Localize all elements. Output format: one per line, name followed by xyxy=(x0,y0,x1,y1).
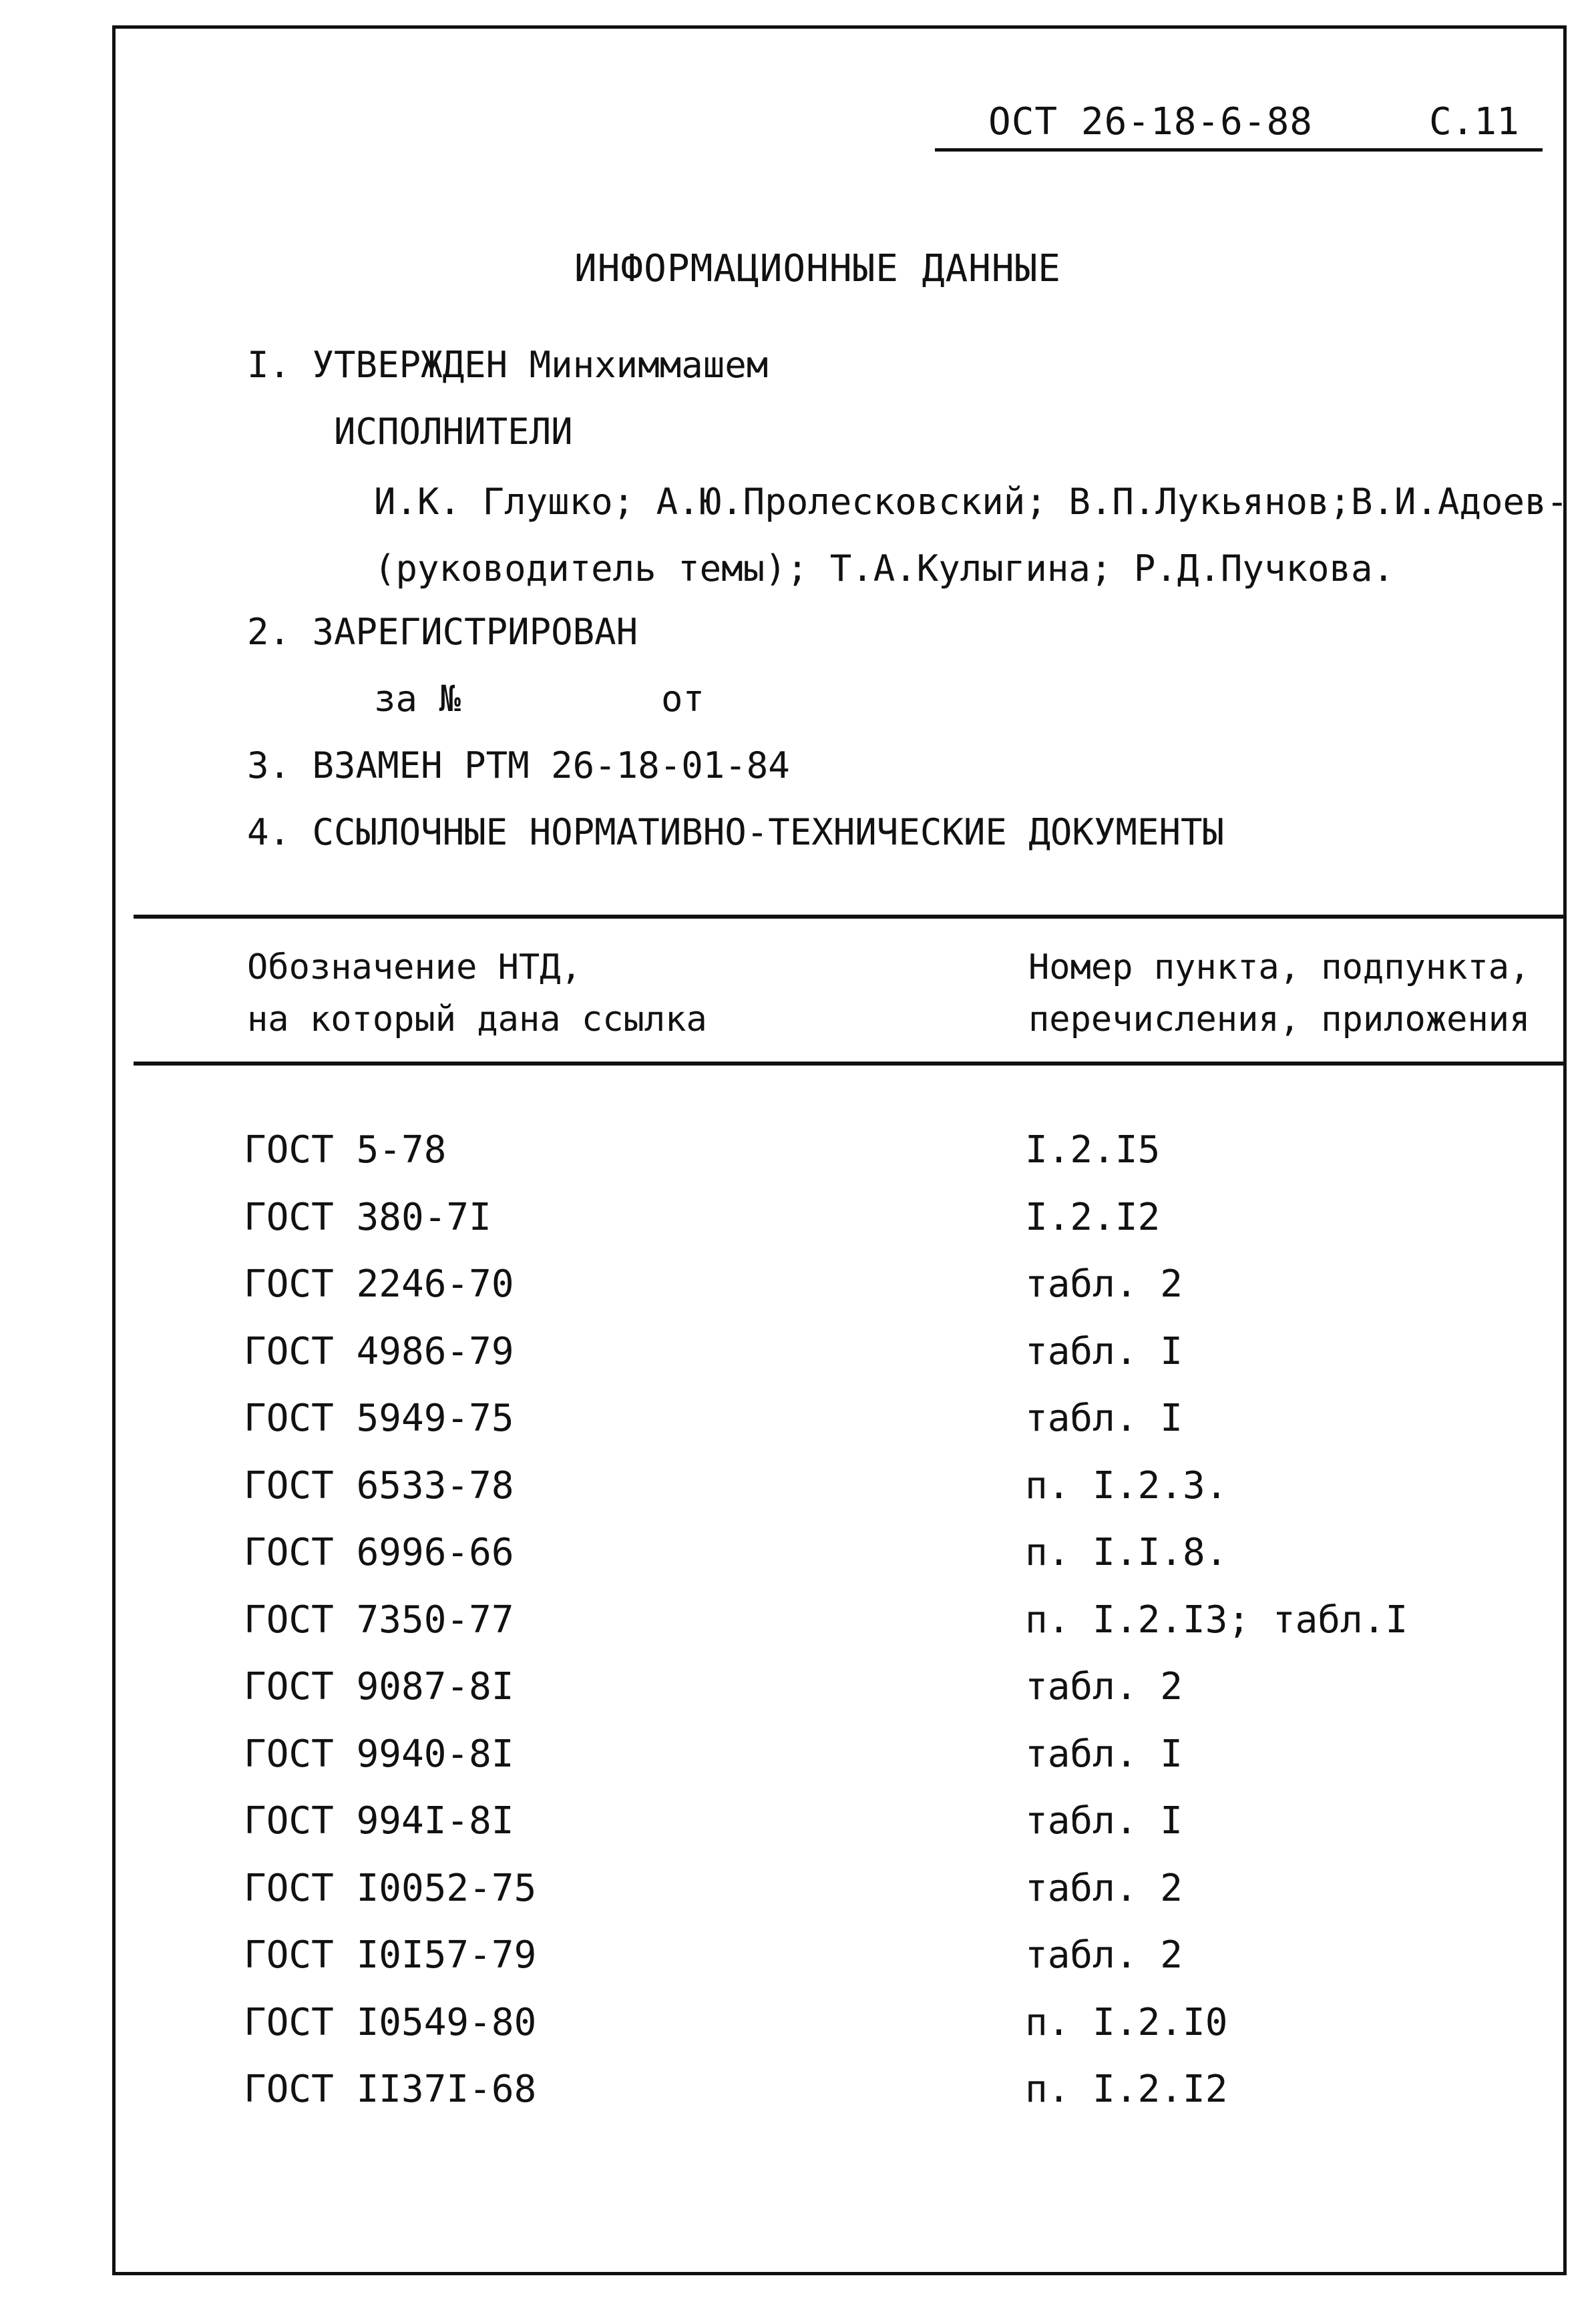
table-row xyxy=(244,1464,1513,1531)
table-row xyxy=(244,1330,1513,1397)
table-row xyxy=(244,1867,1513,1933)
ntd-designation: ГОСТ II37I-68 xyxy=(244,2068,537,2111)
table-row xyxy=(244,1196,1513,1262)
ntd-designation: ГОСТ 2246-70 xyxy=(244,1262,514,1306)
clause-reference: табл. I xyxy=(1025,1799,1183,1843)
registered-line: 2. ЗАРЕГИСТРИРОВАН xyxy=(247,611,638,653)
table-top-rule xyxy=(134,915,1566,919)
table-row xyxy=(244,1732,1513,1799)
replaces-line: 3. ВЗАМЕН РТМ 26-18-01-84 xyxy=(247,744,790,786)
clause-reference: I.2.I2 xyxy=(1025,1195,1161,1239)
clause-reference: табл. I xyxy=(1025,1732,1183,1776)
registered-number: за № xyxy=(374,678,461,720)
ntd-designation: ГОСТ 5949-75 xyxy=(244,1397,514,1440)
table-row xyxy=(244,1598,1513,1665)
table-row xyxy=(244,1262,1513,1329)
ntd-designation: ГОСТ I0I57-79 xyxy=(244,1933,537,1977)
table-row xyxy=(244,1665,1513,1732)
ntd-designation: ГОСТ 9940-8I xyxy=(244,1732,514,1776)
clause-reference: табл. I xyxy=(1025,1397,1183,1440)
table-row xyxy=(244,1531,1513,1598)
ntd-designation: ГОСТ I0052-75 xyxy=(244,1866,537,1910)
table-row xyxy=(244,2068,1513,2134)
page-number: С.11 xyxy=(1429,100,1519,144)
ntd-designation: ГОСТ 5-78 xyxy=(244,1128,447,1172)
clause-reference: п. I.2.I3; табл.I xyxy=(1025,1598,1408,1642)
ntd-designation: ГОСТ 7350-77 xyxy=(244,1598,514,1642)
clause-reference: табл. 2 xyxy=(1025,1262,1183,1306)
ntd-designation: ГОСТ 380-7I xyxy=(244,1195,491,1239)
clause-reference: табл. 2 xyxy=(1025,1866,1183,1910)
document-code: ОСТ 26-18-6-88 xyxy=(988,100,1314,144)
executors-line-1: И.К. Глушко; А.Ю.Пролесковский; В.П.Лукьянов;В.И.Адоев- xyxy=(374,481,1569,523)
clause-reference: п. I.I.8. xyxy=(1025,1531,1228,1574)
table-header-designation: Обозначение НТД, на который дана ссылка xyxy=(247,947,707,1039)
ntd-designation: ГОСТ 6996-66 xyxy=(244,1531,514,1574)
clause-reference: I.2.I5 xyxy=(1025,1128,1161,1172)
executors-label: ИСПОЛНИТЕЛИ xyxy=(334,411,573,453)
executors-line-2: (руководитель темы); Т.А.Кулыгина; Р.Д.Пучкова. xyxy=(374,547,1395,590)
ntd-designation: ГОСТ 994I-8I xyxy=(244,1799,514,1843)
ntd-designation: ГОСТ 4986-79 xyxy=(244,1329,514,1373)
ntd-designation: ГОСТ I0549-80 xyxy=(244,2000,537,2044)
table-row xyxy=(244,1128,1513,1195)
table-row xyxy=(244,1933,1513,2000)
clause-reference: табл. 2 xyxy=(1025,1933,1183,1977)
clause-reference: табл. 2 xyxy=(1025,1665,1183,1708)
table-row xyxy=(244,1397,1513,1463)
clause-reference: п. I.2.I2 xyxy=(1025,2068,1228,2111)
table-header-rule xyxy=(134,1062,1566,1066)
page-title: ИНФОРМАЦИОННЫЕ ДАННЫЕ xyxy=(574,247,1062,290)
registered-date: от xyxy=(661,678,705,720)
references-line: 4. ССЫЛОЧНЫЕ НОРМАТИВНО-ТЕХНИЧЕСКИЕ ДОКУМЕНТЫ xyxy=(247,811,1224,853)
table-row xyxy=(244,1799,1513,1866)
clause-reference: п. I.2.I0 xyxy=(1025,2000,1228,2044)
approved-line: I. УТВЕРЖДЕН Минхиммашем xyxy=(247,344,769,386)
ntd-designation: ГОСТ 9087-8I xyxy=(244,1665,514,1708)
ntd-designation: ГОСТ 6533-78 xyxy=(244,1463,514,1507)
table-header-clause: Номер пункта, подпункта, перечисления, приложения xyxy=(1028,947,1531,1039)
clause-reference: п. I.2.3. xyxy=(1025,1463,1228,1507)
table-row xyxy=(244,2001,1513,2068)
clause-reference: табл. I xyxy=(1025,1329,1183,1373)
